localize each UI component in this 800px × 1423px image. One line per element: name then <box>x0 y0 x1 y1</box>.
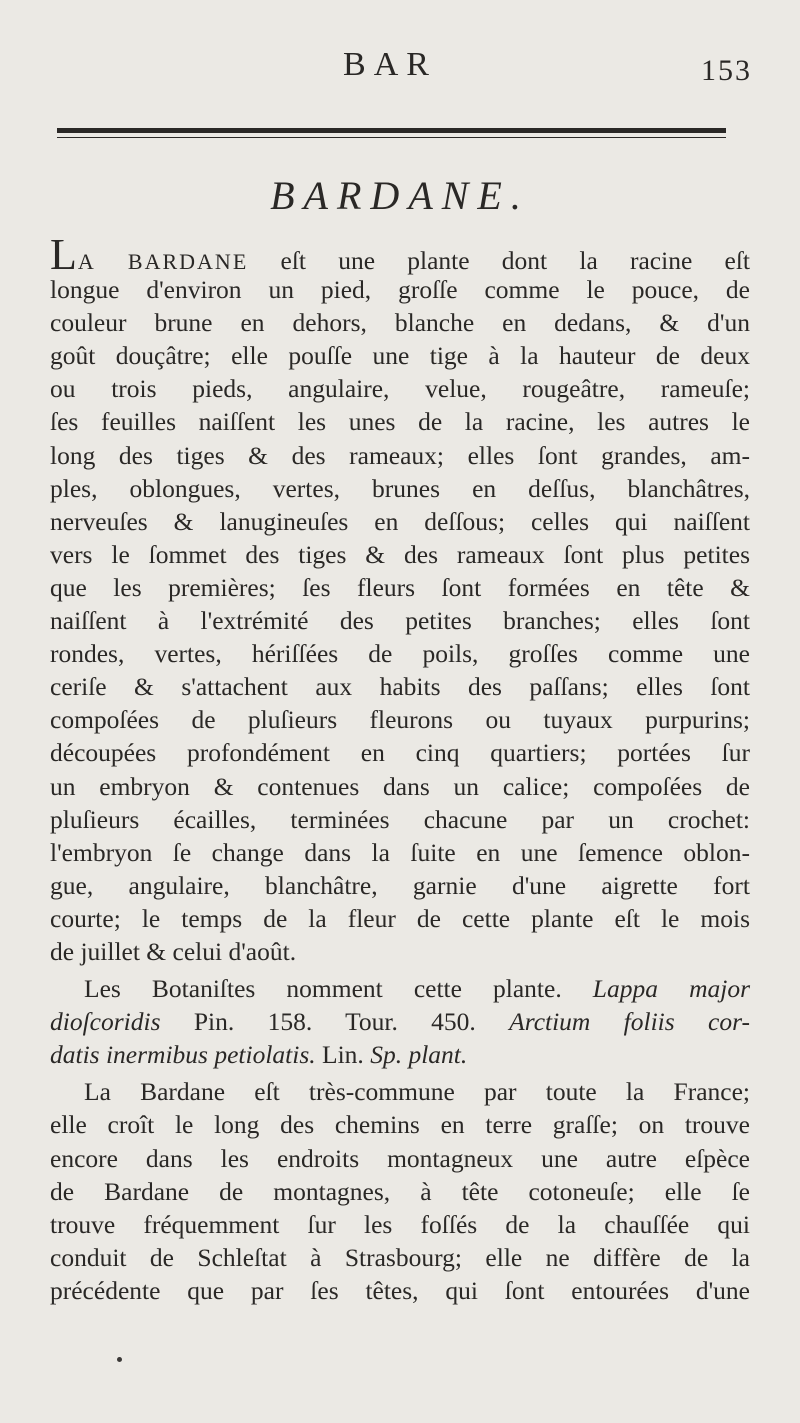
small-caps-lead: A BARDANE <box>77 249 249 274</box>
running-head <box>0 44 800 94</box>
text-line: rondes, vertes, hériſſées de poils, groſſes comme une <box>50 639 750 669</box>
latin-name: datis inermibus petiolatis. <box>50 1040 316 1070</box>
text-line: découpées profondément en cinq quartiers; portées ſur <box>50 738 750 768</box>
text-line <box>50 1038 750 1071</box>
text-line: que les premières; ſes fleurs ſont formées en tête & <box>50 572 750 602</box>
text-line: long des tiges & des rameaux; elles ſont grandes, am- <box>50 440 750 470</box>
text-line: encore dans les endroits montagneux une autre eſpèce <box>50 1143 750 1173</box>
text-line: naiſſent à l'extrémité des petites branches; elles ſont <box>50 606 750 636</box>
nomenclature-intro: Les Botaniſtes nomment cette plante. <box>84 974 593 1004</box>
text-line: elle croît le long des chemins en terre graſſe; on trouve <box>50 1110 750 1140</box>
reference-citation: Lin. <box>315 1040 371 1070</box>
text-line <box>50 972 750 1005</box>
text-line: de juillet & celui d'août. <box>50 936 297 966</box>
text-line: ceriſe & s'attachent aux habits des paſſans; elles ſont <box>50 672 750 702</box>
text-line: pluſieurs écailles, terminées chacune par un crochet: <box>50 804 750 834</box>
text-line: conduit de Schleſtat à Strasbourg; elle ne diffère de la <box>50 1242 750 1272</box>
text-line: de Bardane de montagnes, à tête cotoneuſe; elle ſe <box>50 1176 750 1206</box>
text-line: vers le ſommet des tiges & des rameaux ſont plus petites <box>50 539 750 569</box>
text-line <box>50 230 750 279</box>
ink-dot <box>117 1357 122 1362</box>
text-line: un embryon & contenues dans un calice; compoſées de <box>50 771 750 801</box>
text-line: longue d'environ un pied, groſſe comme le pouce, de <box>50 275 750 305</box>
text-line: l'embryon ſe change dans la ſuite en une ſemence oblon- <box>50 837 750 867</box>
text-line: courte; le temps de la fleur de cette plante eſt le mois <box>50 903 750 933</box>
running-head-word: BAR <box>343 46 437 83</box>
latin-name: Sp. plant. <box>370 1040 468 1070</box>
latin-name: dioſcoridis <box>50 1007 161 1037</box>
text-line <box>50 1005 750 1038</box>
text-line: ou trois pieds, angulaire, velue, rougeâtre, rameuſe; <box>50 374 750 404</box>
reference-citation: Pin. 158. Tour. 450. <box>160 1007 510 1037</box>
text-line: précédente que par ſes têtes, qui ſont entourées d'une <box>50 1275 750 1305</box>
paragraph-nomenclature <box>50 972 750 1071</box>
header-rule-thick <box>57 128 726 133</box>
text-line: goût douçâtre; elle pouſſe une tige à la hauteur de deux <box>50 341 750 371</box>
text-line: ples, oblongues, vertes, brunes en deſſus, blanchâtres, <box>50 473 750 503</box>
page-number: 153 <box>701 54 752 87</box>
paragraph-description <box>50 230 750 968</box>
paragraph-habitat <box>50 1075 750 1307</box>
body-text <box>50 230 751 1307</box>
first-line-rest: eſt une plante dont la racine eſt <box>248 246 750 275</box>
drop-cap: L <box>50 230 78 279</box>
text-line: nerveuſes & lanugineuſes en deſſous; celles qui naiſſent <box>50 506 750 536</box>
text-line: compoſées de pluſieurs fleurons ou tuyaux purpurins; <box>50 705 750 735</box>
text-line: gue, angulaire, blanchâtre, garnie d'une aigrette fort <box>50 870 750 900</box>
article-title: BARDANE. <box>270 173 530 218</box>
text-line: couleur brune en dehors, blanche en dedans, & d'un <box>50 308 750 338</box>
text-line: trouve fréquemment ſur les foſſés de la chauſſée qui <box>50 1209 750 1239</box>
header-rule-thin <box>57 137 726 138</box>
latin-name: Lappa major <box>592 974 750 1004</box>
latin-name: Arctium foliis cor- <box>509 1007 751 1037</box>
text-line: La Bardane eſt très-commune par toute la France; <box>84 1077 750 1107</box>
text-line: ſes feuilles naiſſent les unes de la racine, les autres le <box>50 407 750 437</box>
